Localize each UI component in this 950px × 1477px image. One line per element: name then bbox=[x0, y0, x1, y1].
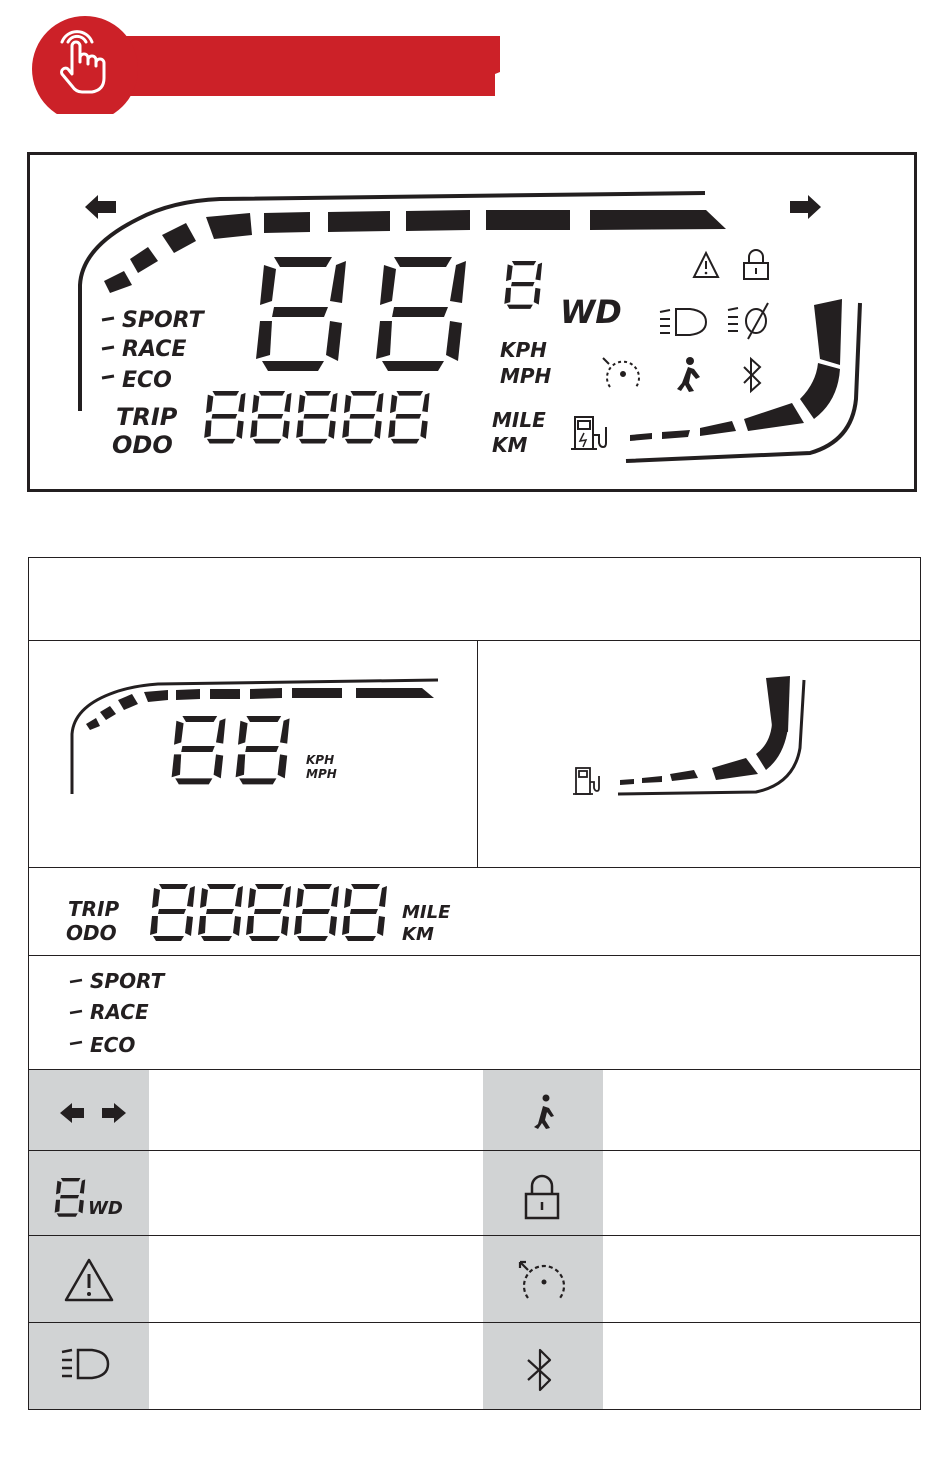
odo-label: ODO bbox=[112, 431, 173, 459]
speed-gauge-illustration bbox=[60, 668, 460, 808]
battery-gauge-illustration bbox=[570, 674, 820, 804]
row-divider bbox=[28, 1150, 921, 1151]
mode-sport: SPORT bbox=[122, 308, 204, 333]
mode-sport: SPORT bbox=[90, 969, 165, 993]
distance-unit-km: KM bbox=[492, 433, 528, 457]
row-divider bbox=[28, 955, 921, 956]
trip-odo-illustration bbox=[60, 878, 480, 950]
mode-race: RACE bbox=[90, 1000, 149, 1024]
headlight-icon bbox=[60, 1346, 116, 1386]
cruise-speedometer-icon bbox=[516, 1258, 570, 1304]
trip-label: TRIP bbox=[68, 897, 120, 921]
distance-unit-km: KM bbox=[402, 924, 434, 945]
warning-triangle-icon bbox=[62, 1256, 116, 1304]
speed-unit-kph: KPH bbox=[500, 338, 547, 362]
row-divider bbox=[28, 867, 921, 868]
table-header-row bbox=[28, 640, 921, 641]
speed-unit-kph: KPH bbox=[306, 753, 335, 767]
gear-unit: WD bbox=[88, 1198, 123, 1219]
row-divider bbox=[477, 641, 478, 867]
bluetooth-icon bbox=[524, 1346, 556, 1394]
mode-race: RACE bbox=[122, 337, 187, 362]
speed-unit-mph: MPH bbox=[306, 767, 337, 781]
gear-unit: WD bbox=[560, 293, 622, 331]
distance-unit-mile: MILE bbox=[402, 902, 451, 923]
lcd-display-artwork bbox=[30, 155, 914, 489]
mode-eco: ECO bbox=[122, 368, 172, 393]
walk-mode-icon bbox=[530, 1094, 560, 1130]
distance-unit-mile: MILE bbox=[492, 408, 546, 432]
row-divider bbox=[28, 1235, 921, 1236]
trip-label: TRIP bbox=[116, 403, 178, 431]
riding-modes-illustration bbox=[60, 962, 260, 1062]
row-divider bbox=[28, 1322, 921, 1323]
lock-icon bbox=[522, 1174, 562, 1222]
mode-eco: ECO bbox=[90, 1033, 136, 1057]
turn-signal-arrows-icon bbox=[58, 1098, 128, 1128]
speed-unit-mph: MPH bbox=[500, 364, 552, 388]
row-divider bbox=[28, 1069, 921, 1070]
touch-hand-icon bbox=[48, 26, 124, 96]
gear-wd-icon bbox=[50, 1174, 134, 1222]
odo-label: ODO bbox=[66, 921, 117, 945]
